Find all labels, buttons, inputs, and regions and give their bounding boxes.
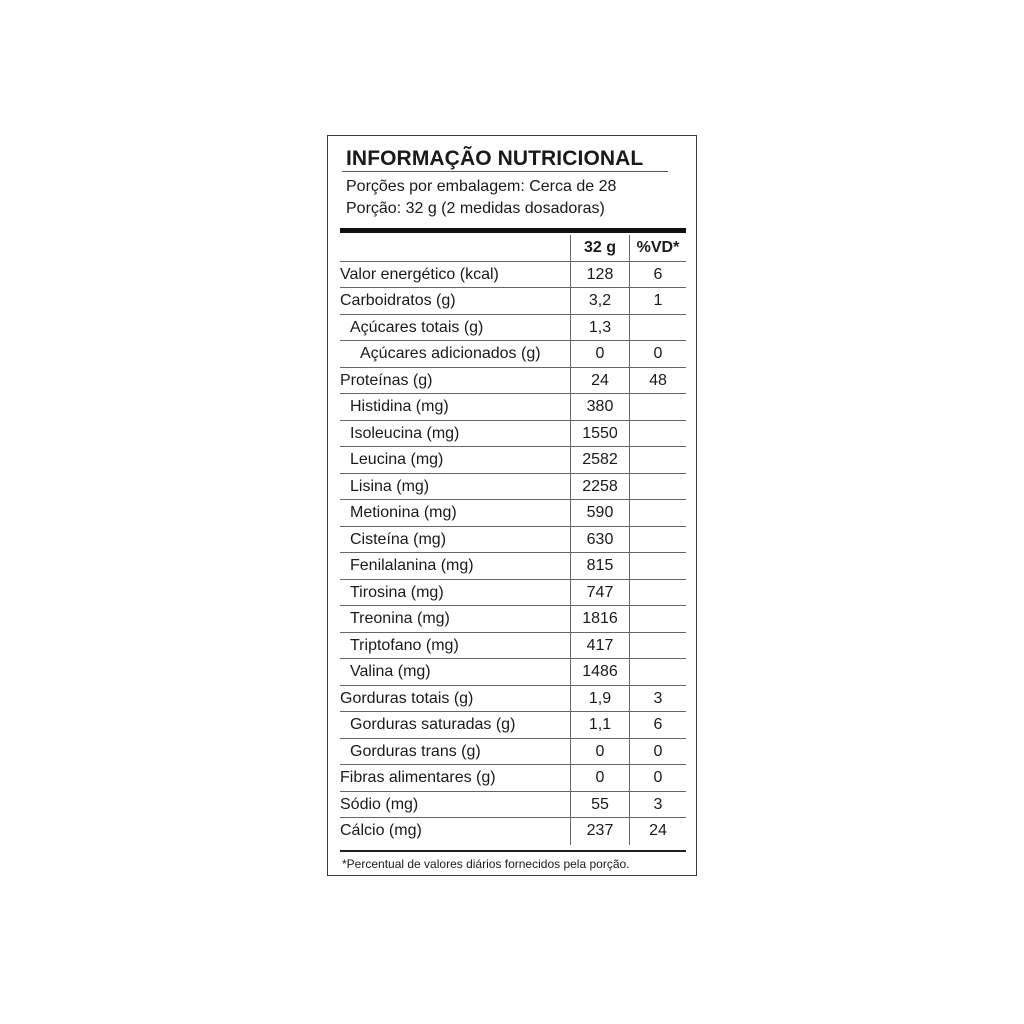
table-row <box>340 633 686 660</box>
row-label: Histidina (mg) <box>350 398 449 415</box>
table-row <box>340 368 686 395</box>
row-dv: 48 <box>649 371 667 389</box>
row-amount: 590 <box>586 504 614 521</box>
servings-per-package: Porções por embalagem: Cerca de 28 <box>346 178 617 195</box>
table-row <box>340 765 686 792</box>
row-amount: 630 <box>586 530 614 548</box>
footer-divider <box>340 850 686 852</box>
row-label: Sódio (mg) <box>340 795 419 813</box>
row-amount: 1,3 <box>588 318 612 336</box>
row-label: Cálcio (mg) <box>340 822 422 839</box>
footnote: *Percentual de valores diários fornecidos pela porção. <box>342 857 630 871</box>
row-amount: 417 <box>586 636 614 654</box>
table-row <box>340 580 686 607</box>
row-label: Cisteína (mg) <box>350 530 447 548</box>
row-dv: 24 <box>649 822 667 839</box>
table-row <box>340 739 686 766</box>
row-amount: 0 <box>595 742 605 760</box>
row-amount: 1816 <box>582 610 618 627</box>
row-amount: 128 <box>586 265 614 283</box>
row-label: Fenilalanina (mg) <box>350 557 474 574</box>
title-divider <box>342 171 668 172</box>
row-amount: 3,2 <box>588 292 612 309</box>
row-label: Metionina (mg) <box>350 504 457 521</box>
row-amount: 815 <box>586 557 614 574</box>
table-row <box>340 818 686 845</box>
table-row <box>340 474 686 501</box>
row-label: Proteínas (g) <box>340 371 433 389</box>
row-amount: 0 <box>595 769 605 786</box>
table-row <box>340 262 686 289</box>
row-label: Gorduras trans (g) <box>350 742 481 760</box>
table-row <box>340 686 686 713</box>
table-row <box>340 500 686 527</box>
table-row <box>340 659 686 686</box>
row-amount: 2258 <box>582 477 618 495</box>
table-row <box>340 315 686 342</box>
row-amount: 380 <box>586 398 614 415</box>
row-label: Leucina (mg) <box>350 451 444 468</box>
table-row <box>340 341 686 368</box>
row-dv: 3 <box>653 795 663 813</box>
row-label: Treonina (mg) <box>350 610 450 627</box>
row-label: Açúcares adicionados (g) <box>360 345 541 362</box>
row-label: Gorduras totais (g) <box>340 689 474 707</box>
column-header-amount: 32 g <box>583 239 616 256</box>
table-row <box>340 606 686 633</box>
row-label: Fibras alimentares (g) <box>340 769 496 786</box>
nutrition-facts-panel <box>327 135 697 876</box>
row-dv: 6 <box>653 265 663 283</box>
table-row <box>340 288 686 315</box>
table-row <box>340 553 686 580</box>
row-dv: 0 <box>653 345 663 362</box>
header-thick-divider <box>340 228 686 233</box>
row-label: Carboidratos (g) <box>340 292 456 309</box>
row-label: Açúcares totais (g) <box>350 318 484 336</box>
row-label: Gorduras saturadas (g) <box>350 716 516 733</box>
row-amount: 24 <box>591 371 609 389</box>
table-row <box>340 712 686 739</box>
row-amount: 1,9 <box>588 689 612 707</box>
table-row <box>340 394 686 421</box>
row-label: Lisina (mg) <box>350 477 430 495</box>
row-dv: 0 <box>653 742 663 760</box>
row-amount: 0 <box>595 345 605 362</box>
row-dv: 6 <box>653 716 663 733</box>
row-amount: 237 <box>586 822 614 839</box>
label-title: INFORMAÇÃO NUTRICIONAL <box>346 147 644 170</box>
table-row <box>340 792 686 819</box>
row-label: Tirosina (mg) <box>350 583 444 601</box>
row-dv: 3 <box>653 689 663 707</box>
table-row <box>340 527 686 554</box>
row-label: Triptofano (mg) <box>350 636 459 654</box>
row-amount: 2582 <box>582 451 618 468</box>
serving-size: Porção: 32 g (2 medidas dosadoras) <box>346 200 605 217</box>
row-amount: 55 <box>591 795 609 813</box>
row-label: Valina (mg) <box>350 663 431 680</box>
row-amount: 1486 <box>582 663 618 680</box>
row-amount: 1,1 <box>588 716 612 733</box>
column-header-dv: %VD* <box>636 239 680 256</box>
row-label: Isoleucina (mg) <box>350 424 460 442</box>
row-label: Valor energético (kcal) <box>340 265 499 283</box>
table-header-row <box>340 235 686 262</box>
table-row <box>340 421 686 448</box>
row-amount: 1550 <box>582 424 618 442</box>
nutrition-table <box>340 235 686 845</box>
table-row <box>340 447 686 474</box>
row-amount: 747 <box>586 583 614 601</box>
row-dv: 0 <box>653 769 663 786</box>
row-dv: 1 <box>653 292 663 309</box>
